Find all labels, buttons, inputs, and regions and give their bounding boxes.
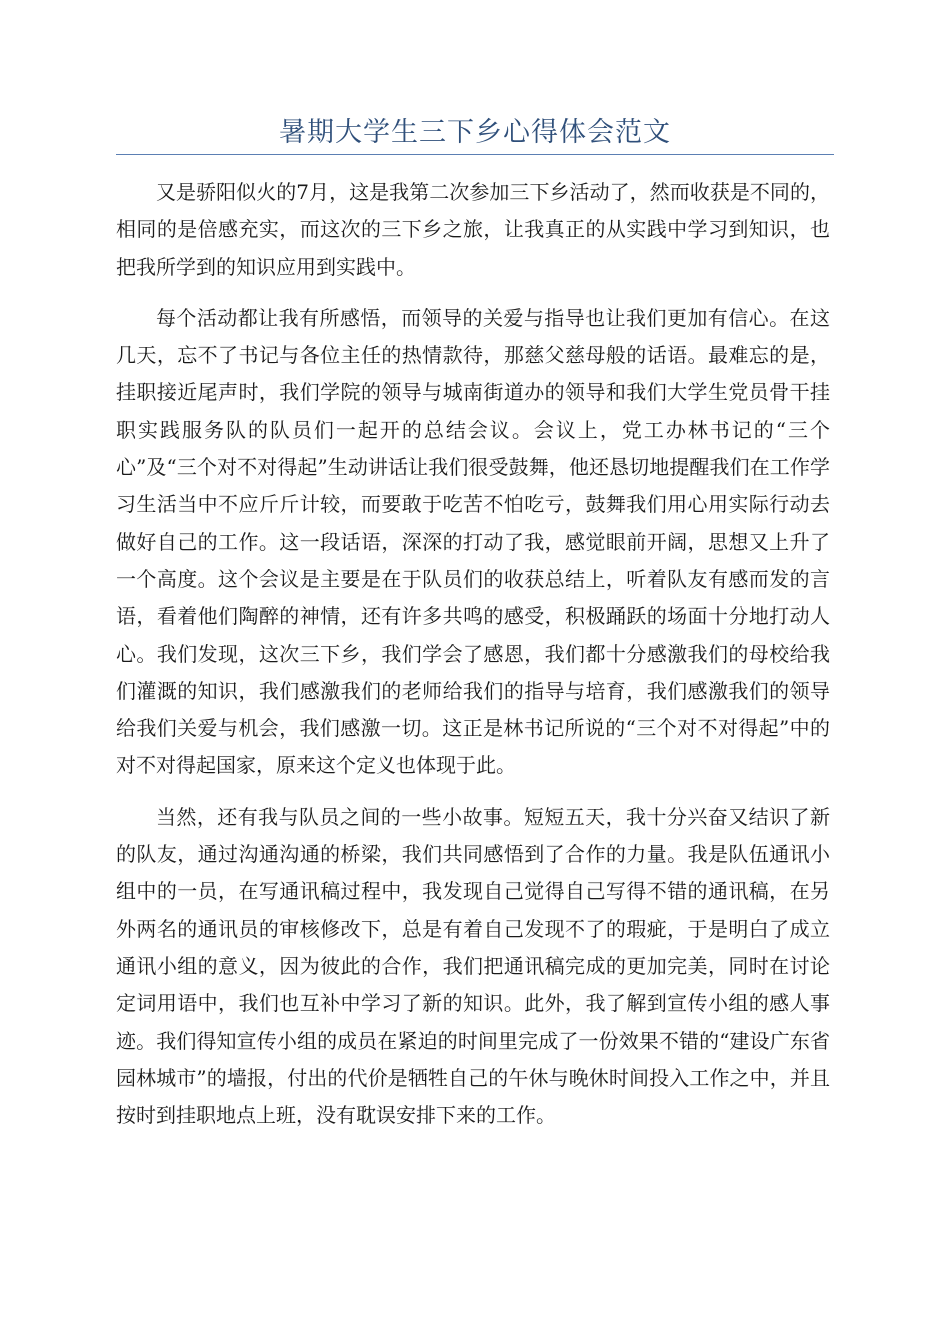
document-title: 暑期大学生三下乡心得体会范文 <box>279 117 671 148</box>
document-body <box>116 174 830 1148</box>
paragraph-2: 每个活动都让我有所感悟，而领导的关爱与指导也让我们更加有信心。在这几天，忘不了书记与各位主任的热情款待，那慈父慈母般的话语。最难忘的是，挂职接近尾声时，我们学院的领导与城南街道办的领导和我们大学生党员骨干挂职实践服务队的队员们一起开的总结会议。会议上，党工办林书记的“三个心”及“三个对不对得起”生动讲话让我们很受鼓舞，他还恳切地提醒我们在工作学习生活当中不应斤斤计较，而要敢于吃苦不怕吃亏，鼓舞我们用心用实际行动去做好自己的工作。这一段话语，深深的打动了我，感觉眼前开阔，思想又上升了一个高度。这个会议是主要是在于队员们的收获总结上，听着队友有感而发的言语，看着他们陶醉的神情，还有许多共鸣的感受，积极踊跃的场面十分地打动人心。我们发现，这次三下乡，我们学会了感恩，我们都十分感激我们的母校给我们灌溉的知识，我们感激我们的老师给我们的指导与培育，我们感激我们的领导给我们关爱与机会，我们感激一切。这正是林书记所说的“三个对不对得起”中的对不对得起国家，原来这个定义也体现于此。 <box>116 305 830 778</box>
paragraph-3: 当然，还有我与队员之间的一些小故事。短短五天，我十分兴奋又结识了新的队友，通过沟通沟通的桥梁，我们共同感悟到了合作的力量。我是队伍通讯小组中的一员，在写通讯稿过程中，我发现自己觉得自己写得不错的通讯稿，在另外两名的通讯员的审核修改下，总是有着自己发现不了的瑕疵，于是明白了成立通讯小组的意义，因为彼此的合作，我们把通讯稿完成的更加完美，同时在讨论定词用语中，我们也互补中学习了新的知识。此外，我了解到宣传小组的感人事迹。我们得知宣传小组的成员在紧迫的时间里完成了一份效果不错的“建设广东省园林城市”的墙报，付出的代价是牺牲自己的午休与晚休时间投入工作之中，并且按时到挂职地点上班，没有耽误安排下来的工作。 <box>116 804 830 1128</box>
paragraph-1: 又是骄阳似火的7月，这是我第二次参加三下乡活动了，然而收获是不同的，相同的是倍感充实，而这次的三下乡之旅，让我真正的从实践中学习到知识，也把我所学到的知识应用到实践中。 <box>116 180 830 279</box>
title-underline <box>116 154 834 155</box>
